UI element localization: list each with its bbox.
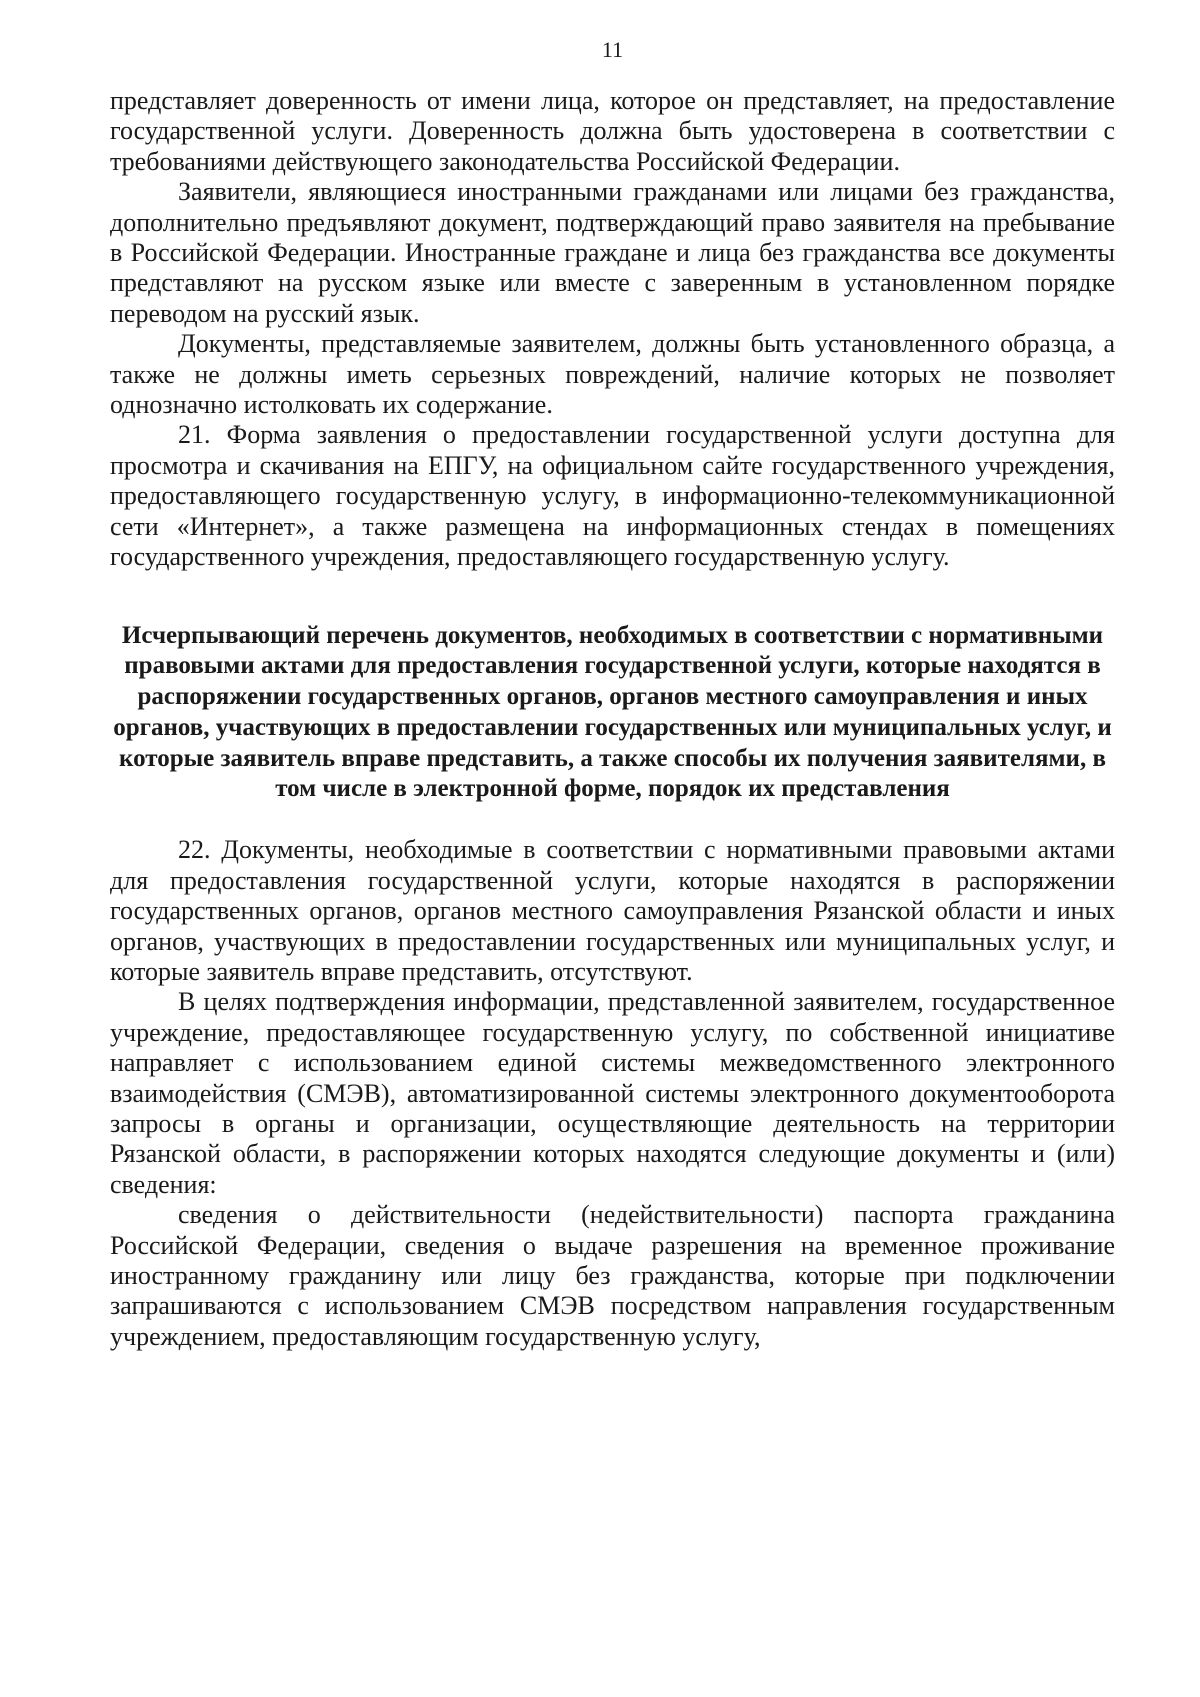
- paragraph-21-application-form: 21. Форма заявления о предоставлении государственной услуги доступна для просмотра и скачивания на ЕПГУ, на официальном сайте государственного учреждения, предоставляющего государственную услугу, в информационно-телекоммуникационной сети «Интернет», а также размещена на информационных стендах в помещениях государственного учреждения, предоставляющего государственную услугу.: [110, 420, 1115, 572]
- page-number: 11: [601, 37, 624, 62]
- section-heading: Исчерпывающий перечень документов, необходимых в соответствии с нормативными правовыми актами для предоставления государственной услуги, которые находятся в распоряжении государственных органов, органов местного самоуправления и иных органов, участвующих в предоставлении государственных или муниципальных услуг, и которые заявитель вправе представить, а также способы их получения заявителями, в том числе в электронной форме, порядок их представления: [113, 621, 1112, 803]
- paragraph-smev-requests: В целях подтверждения информации, представленной заявителем, государственное учреждение, предоставляющее государственную услугу, по собственной инициативе направляет с использованием единой системы межведомственного электронного взаимодействия (СМЭВ), автоматизированной системы электронного документооборота запросы в органы и организации, осуществляющие деятельность на территории Рязанской области, в распоряжении которых находятся следующие документы и (или) сведения:: [110, 987, 1115, 1199]
- paragraph-22-documents: 22. Документы, необходимые в соответствии с нормативными правовыми актами для предоставления государственной услуги, которые находятся в распоряжении государственных органов, органов местного самоуправления Рязанской области и иных органов, участвующих в предоставлении государственных или муниципальных услуг, и которые заявитель вправе представить, отсутствуют.: [110, 835, 1115, 986]
- paragraph-passport-validity: сведения о действительности (недействительности) паспорта гражданина Российской Федерации, сведения о выдаче разрешения на временное проживание иностранному гражданину или лицу без гражданства, которые при подключении запрашиваются с использованием СМЭВ посредством направления государственным учреждением, предоставляющим государственную услугу,: [110, 1200, 1115, 1351]
- paragraph-power-of-attorney: представляет доверенность от имени лица, которое он представляет, на предоставление государственной услуги. Доверенность должна быть удостоверена в соответствии с требованиями действующего законодательства Российской Федерации.: [110, 86, 1115, 176]
- paragraph-document-requirements: Документы, представляемые заявителем, должны быть установленного образца, а также не должны иметь серьезных повреждений, наличие которых не позволяет однозначно истолковать их содержание.: [110, 329, 1115, 420]
- paragraph-foreign-applicants: Заявители, являющиеся иностранными гражданами или лицами без гражданства, дополнительно предъявляют документ, подтверждающий право заявителя на пребывание в Российской Федерации. Иностранные граждане и лица без гражданства все документы представляют на русском языке или вместе с заверенным в установленном порядке переводом на русский язык.: [110, 177, 1115, 328]
- document-page: [110, 0, 1115, 1697]
- document-body: [110, 86, 1115, 1352]
